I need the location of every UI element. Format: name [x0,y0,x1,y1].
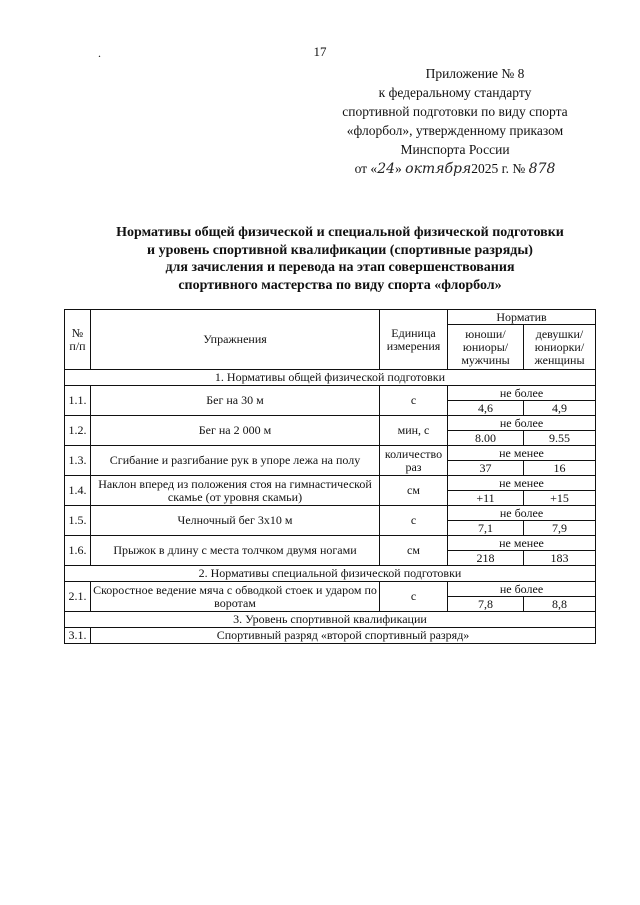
exercise-name: Бег на 30 м [91,386,380,416]
order-number: 878 [528,161,556,177]
row-number: 1.3. [65,446,91,476]
annex-line-5: Минспорта России [400,142,510,157]
exercise-name: Челночный бег 3x10 м [91,506,380,536]
norm-boys: 37 [448,461,524,476]
norm-condition: не более [448,582,596,597]
exercise-name: Бег на 2 000 м [91,416,380,446]
title-line-2: и уровень спортивной квалификации (спортивные разряды) [147,242,533,258]
annex-line-3: спортивной подготовки по виду спорта [342,104,568,119]
date-mid: » [395,161,402,176]
exercise-name: Прыжок в длину с места толчком двумя ногами [91,536,380,566]
unit: с [380,506,448,536]
section-title: 3. Уровень спортивной квалификации [65,612,596,628]
row-number: 1.1. [65,386,91,416]
page-number: 17 [313,44,327,59]
norm-girls: 7,9 [524,521,596,536]
page-mark: . [98,46,101,60]
norm-boys: 8.00 [448,431,524,446]
unit: см [380,536,448,566]
row-number: 1.6. [65,536,91,566]
header-unit: Единица измерения [380,310,448,370]
row-number: 1.2. [65,416,91,446]
header-girls: девушки/ юниорки/ женщины [524,325,596,370]
norm-girls: 16 [524,461,596,476]
row-number: 1.5. [65,506,91,536]
annex-date-line [315,159,595,179]
unit: с [380,386,448,416]
unit: количество раз [380,446,448,476]
norm-condition: не менее [448,446,596,461]
document-title [60,224,620,294]
exercise-name: Скоростное ведение мяча с обводкой стоек и ударом по воротам [91,582,380,612]
title-line-4: спортивного мастерства по виду спорта «флорбол» [178,277,502,293]
norm-condition: не менее [448,536,596,551]
title-line-1: Нормативы общей физической и специальной физической подготовки [116,225,564,240]
norm-girls: 8,8 [524,597,596,612]
annex-line-2: к федеральному стандарту [378,85,532,100]
unit: см [380,476,448,506]
qualification-text: Спортивный разряд «второй спортивный разряд» [91,628,596,644]
norm-condition: не более [448,506,596,521]
date-month: октября [405,161,472,177]
title-line-3: для зачисления и перевода на этап совершенствования [165,260,515,275]
norms-table [64,309,596,644]
norm-boys: 7,8 [448,597,524,612]
norm-boys: 7,1 [448,521,524,536]
annex-header [315,64,595,179]
header-exercise: Упражнения [91,310,380,370]
unit: мин, с [380,416,448,446]
norm-girls: +15 [524,491,596,506]
date-year: 2025 г. № [471,161,526,176]
norm-girls: 4,9 [524,401,596,416]
header-num: № п/п [65,310,91,370]
norm-condition: не более [448,416,596,431]
exercise-name: Сгибание и разгибание рук в упоре лежа на полу [91,446,380,476]
section-title: 2. Нормативы специальной физической подготовки [65,566,596,582]
norm-condition: не более [448,386,596,401]
unit: с [380,582,448,612]
annex-line-4: «флорбол», утвержденному приказом [346,123,564,138]
norm-condition: не менее [448,476,596,491]
row-number: 2.1. [65,582,91,612]
row-number: 1.4. [65,476,91,506]
exercise-name: Наклон вперед из положения стоя на гимнастической скамье (от уровня скамьи) [91,476,380,506]
norm-boys: 218 [448,551,524,566]
date-prefix: от « [354,161,378,176]
norm-boys: 4,6 [448,401,524,416]
row-number: 3.1. [65,628,91,644]
header-boys: юноши/ юниоры/ мужчины [448,325,524,370]
norm-girls: 183 [524,551,596,566]
norm-girls: 9.55 [524,431,596,446]
date-day: 24 [377,161,396,177]
norm-boys: +11 [448,491,524,506]
header-norm: Норматив [448,310,596,325]
annex-line-1: Приложение № 8 [425,66,525,81]
section-title: 1. Нормативы общей физической подготовки [65,370,596,386]
